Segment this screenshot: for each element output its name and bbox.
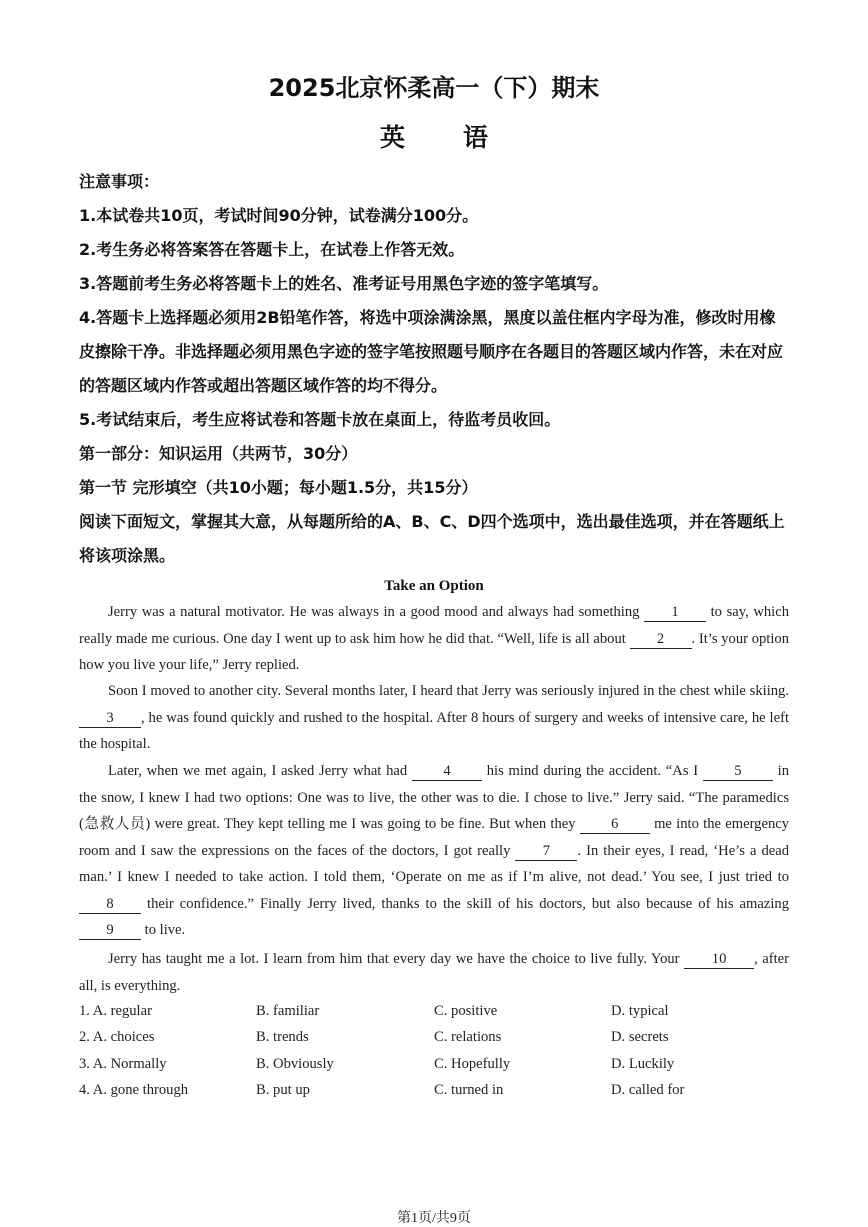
option-c: C. Hopefully	[434, 1056, 511, 1072]
passage-paragraph: Later, when we met again, I asked Jerry what had 4 his mind during the accident. “As I 5 in the snow, I knew I had two options: One was to live, the other was to die. I chose to live.” Jerry said. “The paramedics (急救人员) were great. They kept telling me I was going to be fine. But when they 6 me into the emergency room and I saw the expressions on the faces of the doctors, I got really 7 . In their eyes, I read, ‘He’s a dead man.’ I knew I needed to take action. I told them, ‘Operate on me as if I’m alive, not dead.’ You see, I just tried to 8 their confidence.” Finally Jerry lived, thanks to the skill of his doctors, but also because of his amazing 9 to live.	[79, 763, 790, 938]
subsection-heading: 第一节 完形填空（共10小题；每小题1.5分，共15分）	[79, 478, 478, 497]
option-a: 1. A. regular	[79, 1003, 152, 1019]
blank-6: 6	[580, 815, 650, 834]
option-a: 4. A. gone through	[79, 1082, 189, 1098]
instruction-text: 阅读下面短文，掌握其大意，从每题所给的A、B、C、D四个选项中，选出最佳选项，并在答题纸上将该项涂黑。	[79, 512, 785, 565]
option-row	[79, 1082, 799, 1108]
option-d: D. secrets	[611, 1029, 669, 1045]
option-a: 2. A. choices	[79, 1029, 155, 1045]
option-row	[79, 1029, 799, 1055]
option-d: D. called for	[611, 1082, 685, 1098]
notice-item: 4.答题卡上选择题必须用2B铅笔作答，将选中项涂满涂黑，黑度以盖住框内字母为准，修改时用橡皮擦除干净。非选择题必须用黑色字迹的签字笔按照题号顺序在各题目的答题区域内作答，未在对应的答题区域内作答或超出答题区域作答的均不得分。	[79, 308, 784, 395]
subject-title: 英语	[379, 123, 546, 152]
notice-item: 1.本试卷共10页，考试时间90分钟，试卷满分100分。	[79, 206, 479, 225]
notice-item: 5.考试结束后，考生应将试卷和答题卡放在桌面上，待监考员收回。	[79, 410, 561, 429]
part-heading: 第一部分：知识运用（共两节，30分）	[79, 444, 358, 463]
option-d: D. Luckily	[611, 1056, 675, 1072]
passage-paragraph: Jerry was a natural motivator. He was always in a good mood and always had something 1 to say, which really made me curious. One day I went up to ask him how he did that. “Well, life is all about 2 . It’s your option how you live your life,” Jerry replied.	[79, 604, 790, 673]
exam-title: 2025北京怀柔高一（下）期末	[268, 74, 600, 102]
notice-item: 2.考生务必将答案答在答题卡上，在试卷上作答无效。	[79, 240, 465, 259]
blank-5: 5	[703, 762, 773, 781]
blank-4: 4	[412, 762, 482, 781]
blank-9: 9	[79, 921, 141, 940]
option-b: B. Obviously	[256, 1056, 334, 1072]
option-c: C. relations	[434, 1029, 502, 1045]
option-c: C. positive	[434, 1003, 498, 1019]
blank-8: 8	[79, 895, 141, 914]
option-c: C. turned in	[434, 1082, 504, 1098]
page-number: 第1页/共9页	[397, 1211, 471, 1226]
blank-7: 7	[515, 842, 577, 861]
option-row	[79, 1056, 799, 1082]
notice-item: 3.答题前考生务必将答题卡上的姓名、准考证号用黑色字迹的签字笔填写。	[79, 274, 609, 293]
option-b: B. trends	[256, 1029, 309, 1045]
blank-2: 2	[630, 630, 692, 649]
blank-10: 10	[684, 950, 754, 969]
blank-1: 1	[644, 603, 706, 622]
option-b: B. put up	[256, 1082, 310, 1098]
notice-heading: 注意事项：	[79, 172, 160, 191]
option-row	[79, 1003, 799, 1029]
passage-paragraph: Jerry has taught me a lot. I learn from him that every day we have the choice to live fully. Your 10 , after all, is everything.	[79, 951, 789, 994]
option-b: B. familiar	[256, 1003, 320, 1019]
passage-paragraph: Soon I moved to another city. Several months later, I heard that Jerry was seriously injured in the chest while skiing. 3 , he was found quickly and rushed to the hospital. After 8 hours of surgery and weeks of intensive care, he left the hospital.	[79, 683, 789, 752]
option-a: 3. A. Normally	[79, 1056, 167, 1072]
blank-3: 3	[79, 709, 141, 728]
passage-title: Take an Option	[384, 578, 484, 594]
option-d: D. typical	[611, 1003, 669, 1019]
